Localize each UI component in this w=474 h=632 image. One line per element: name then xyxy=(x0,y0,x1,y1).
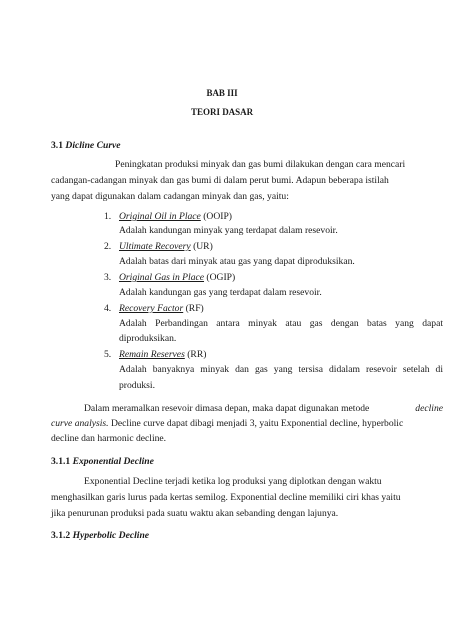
list-item-description: diproduksikan. xyxy=(119,333,177,344)
text-line: Exponential Decline terjadi ketika log produksi yang diplotkan dengan waktu xyxy=(84,476,382,487)
text-line: Dalam meramalkan resevoir dimasa depan, maka dapat digunakan metode xyxy=(84,403,370,414)
section-title: Exponential Decline xyxy=(72,456,154,467)
term-name: Remain Reserves xyxy=(119,349,185,360)
list-item-term xyxy=(119,350,206,360)
section-heading-3-1-2 xyxy=(51,531,149,541)
section-heading-3-1-1 xyxy=(51,457,154,467)
term-abbr: (OOIP) xyxy=(203,211,232,222)
paragraph-intro-line-1 xyxy=(115,160,444,170)
italic-term: decline xyxy=(415,403,443,414)
paragraph-decline-line-1 xyxy=(84,404,443,414)
list-number: 5. xyxy=(104,349,112,360)
list-item-description: Adalah kandungan minyak yang terdapat dalam resevoir. xyxy=(119,225,338,236)
chapter-title: TEORI DASAR xyxy=(190,107,254,118)
list-item-description: Adalah kandungan gas yang terdapat dalam resevoir. xyxy=(119,287,322,298)
paragraph-intro-line-3: yang dapat digunakan dalam cadangan minyak dan gas, yaitu: xyxy=(51,191,289,202)
italic-term: curve analysis. xyxy=(51,418,109,429)
list-item-term xyxy=(119,273,235,283)
paragraph-exponential-line-3: jika penurunan produksi pada suatu waktu akan sebanding dengan lajunya. xyxy=(51,508,339,519)
list-item-description: produksi. xyxy=(119,380,155,391)
section-number: 3.1 xyxy=(51,140,63,151)
list-number: 2. xyxy=(104,241,112,252)
section-number: 3.1.1 xyxy=(51,456,71,467)
term-name: Recovery Factor xyxy=(119,303,184,314)
section-heading-3-1 xyxy=(51,141,121,151)
section-number: 3.1.2 xyxy=(51,530,71,541)
section-title: Hyperbolic Decline xyxy=(72,530,150,541)
list-item-term xyxy=(119,212,232,222)
list-item-term xyxy=(119,242,213,252)
list-number: 4. xyxy=(104,303,112,314)
term-abbr: (OGIP) xyxy=(206,272,236,283)
chapter-label: BAB III xyxy=(206,88,238,99)
paragraph-decline-line-2 xyxy=(51,419,403,429)
list-item-term xyxy=(119,304,204,314)
term-abbr: (RR) xyxy=(187,349,207,360)
section-title: Dicline Curve xyxy=(65,140,121,151)
paragraph-decline-line-3: decline dan harmonic decline. xyxy=(51,433,167,444)
list-number: 3. xyxy=(104,272,112,283)
list-item-description: Adalah batas dari minyak atau gas yang dapat diproduksikan. xyxy=(119,256,355,267)
term-name: Original Gas in Place xyxy=(119,272,205,283)
paragraph-exponential-line-2: menghasilkan garis lurus pada kertas semilog. Exponential decline memiliki ciri khas yaitu xyxy=(51,492,401,503)
text-line: Peningkatan produksi minyak dan gas bumi dilakukan dengan cara mencari xyxy=(115,159,406,170)
term-name: Original Oil in Place xyxy=(119,211,201,222)
term-abbr: (UR) xyxy=(193,241,213,252)
term-abbr: (RF) xyxy=(185,303,204,314)
paragraph-intro-line-2: cadangan-cadangan minyak dan gas bumi di dalam perut bumi. Adapun beberapa istilah xyxy=(51,175,389,186)
list-number: 1. xyxy=(104,211,112,222)
list-item-description: Adalah Perbandingan antara minyak atau gas dengan batas yang dapat xyxy=(119,318,443,329)
paragraph-exponential-line-1 xyxy=(84,477,443,487)
list-item-description: Adalah banyaknya minyak dan gas yang tersisa didalam resevoir setelah di xyxy=(119,364,443,375)
term-name: Ultimate Recovery xyxy=(119,241,191,252)
text-line: Decline curve dapat dibagi menjadi 3, yaitu Exponential decline, hyperbolic xyxy=(108,418,404,429)
